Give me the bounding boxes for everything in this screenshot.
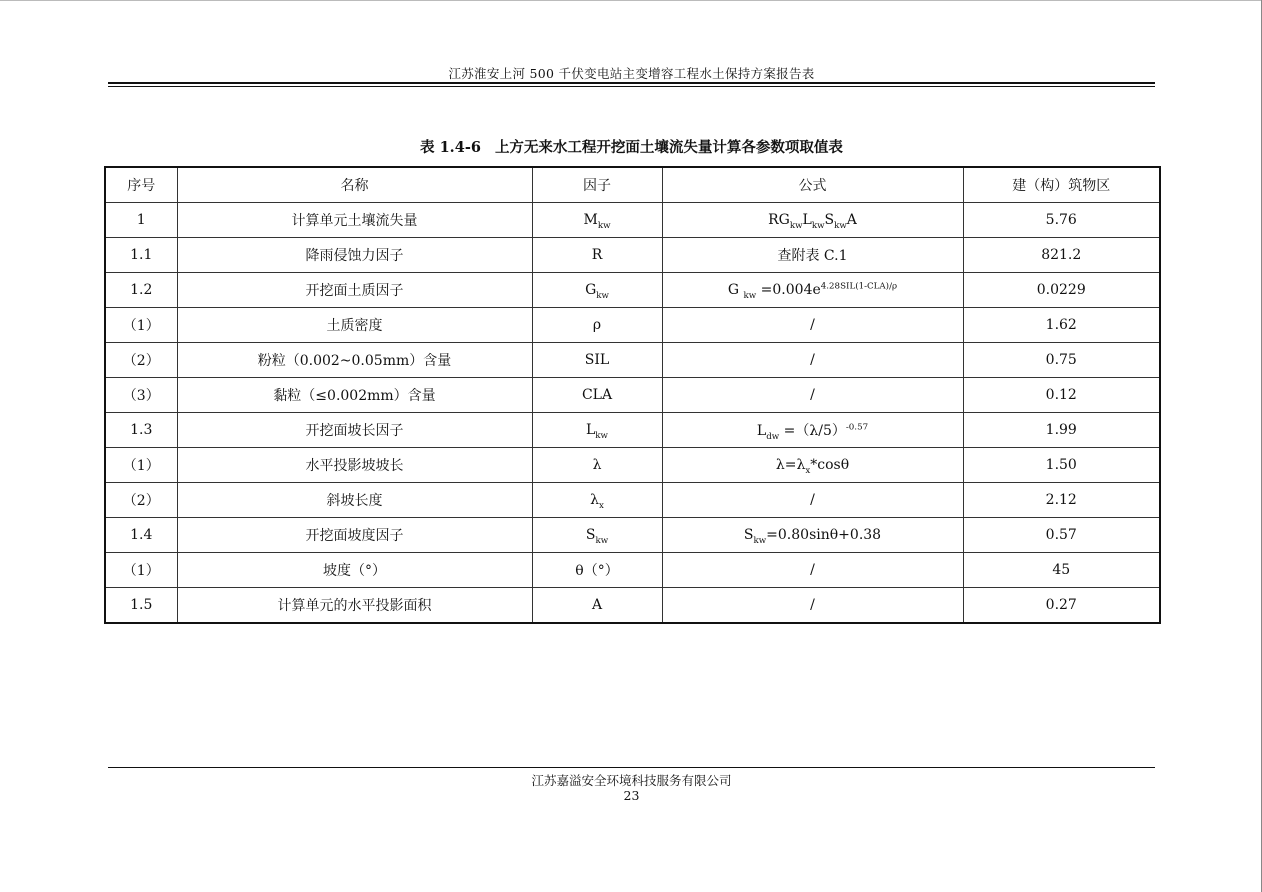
cell-factor: CLA (532, 378, 662, 413)
column-header-no: 序号 (105, 167, 177, 203)
table-row (105, 448, 1160, 483)
cell-name: 开挖面坡长因子 (177, 413, 532, 448)
table-body (105, 203, 1160, 624)
cell-factor: $G_{kw}$ (532, 273, 662, 308)
cell-factor: R (532, 238, 662, 273)
footer-rule (108, 767, 1155, 768)
cell-value: 1.50 (963, 448, 1160, 483)
table-row (105, 203, 1160, 238)
cell-no: （2） (105, 483, 177, 518)
cell-formula: 查附表 C.1 (662, 238, 963, 273)
cell-no: 1.4 (105, 518, 177, 553)
cell-formula: / (662, 483, 963, 518)
table-row (105, 483, 1160, 518)
cell-formula: / (662, 553, 963, 588)
cell-name: 计算单元土壤流失量 (177, 203, 532, 238)
cell-formula: / (662, 378, 963, 413)
cell-no: （1） (105, 308, 177, 343)
cell-no: （3） (105, 378, 177, 413)
cell-value: 2.12 (963, 483, 1160, 518)
cell-factor: θ（°） (532, 553, 662, 588)
table-row (105, 553, 1160, 588)
cell-formula: / (662, 308, 963, 343)
cell-no: 1.1 (105, 238, 177, 273)
table-row (105, 588, 1160, 624)
cell-value: 0.75 (963, 343, 1160, 378)
cell-formula: $RG_{kw}L_{kw}S_{kw}A$ (662, 203, 963, 238)
cell-factor: A (532, 588, 662, 624)
cell-value: 0.12 (963, 378, 1160, 413)
cell-value: 0.0229 (963, 273, 1160, 308)
cell-formula: $\lambda=\lambda_x*\cos\theta$ (662, 448, 963, 483)
header-rule-thin (108, 86, 1155, 87)
header-rule-thick (108, 82, 1155, 84)
table-caption-number: 表 1.4-6 (420, 139, 481, 156)
cell-factor: SIL (532, 343, 662, 378)
cell-value: 821.2 (963, 238, 1160, 273)
cell-formula: / (662, 343, 963, 378)
cell-factor: $\lambda_x$ (532, 483, 662, 518)
cell-formula: / (662, 588, 963, 624)
cell-factor: $L_{kw}$ (532, 413, 662, 448)
cell-no: 1.3 (105, 413, 177, 448)
running-header-title: 江苏淮安上河 500 千伏变电站主变增容工程水土保持方案报告表 (448, 66, 815, 81)
cell-factor: $M_{kw}$ (532, 203, 662, 238)
cell-name: 粉粒（0.002~0.05mm）含量 (177, 343, 532, 378)
cell-value: 1.99 (963, 413, 1160, 448)
cell-no: 1.5 (105, 588, 177, 624)
cell-factor: ρ (532, 308, 662, 343)
cell-formula: $S_{kw}=0.80\sin\theta+0.38$ (662, 518, 963, 553)
cell-no: （2） (105, 343, 177, 378)
column-header-building-area: 建（构）筑物区 (963, 167, 1160, 203)
cell-name: 开挖面土质因子 (177, 273, 532, 308)
cell-value: 0.57 (963, 518, 1160, 553)
page-top-edge (0, 0, 1262, 1)
table-header-row (105, 167, 1160, 203)
cell-no: （1） (105, 448, 177, 483)
cell-name: 计算单元的水平投影面积 (177, 588, 532, 624)
column-header-formula: 公式 (662, 167, 963, 203)
cell-name: 坡度（°） (177, 553, 532, 588)
column-header-name: 名称 (177, 167, 532, 203)
table-row (105, 238, 1160, 273)
cell-no: （1） (105, 553, 177, 588)
cell-name: 水平投影坡坡长 (177, 448, 532, 483)
page-number: 23 (623, 788, 640, 803)
table-row (105, 273, 1160, 308)
table-row (105, 378, 1160, 413)
cell-name: 黏粒（≤0.002mm）含量 (177, 378, 532, 413)
cell-name: 开挖面坡度因子 (177, 518, 532, 553)
table-caption (104, 136, 1159, 157)
cell-factor: λ (532, 448, 662, 483)
table-row (105, 413, 1160, 448)
cell-value: 45 (963, 553, 1160, 588)
cell-formula: $L_{dw} =(\lambda/5)^{-0.57}$ (662, 413, 963, 448)
cell-value: 5.76 (963, 203, 1160, 238)
table-row (105, 518, 1160, 553)
column-header-factor: 因子 (532, 167, 662, 203)
cell-name: 土质密度 (177, 308, 532, 343)
table-row (105, 343, 1160, 378)
cell-name: 降雨侵蚀力因子 (177, 238, 532, 273)
table-row (105, 308, 1160, 343)
cell-value: 0.27 (963, 588, 1160, 624)
table-caption-text: 上方无来水工程开挖面土壤流失量计算各参数项取值表 (494, 139, 843, 156)
cell-factor: $S_{kw}$ (532, 518, 662, 553)
cell-formula: G $_{kw} =0.004e^{4.28SIL(1-CLA)/\rho}$ (662, 273, 963, 308)
parameter-table (104, 166, 1161, 624)
cell-name: 斜坡长度 (177, 483, 532, 518)
cell-no: 1.2 (105, 273, 177, 308)
footer-company-name: 江苏嘉溢安全环境科技服务有限公司 (531, 773, 732, 788)
cell-no: 1 (105, 203, 177, 238)
cell-value: 1.62 (963, 308, 1160, 343)
